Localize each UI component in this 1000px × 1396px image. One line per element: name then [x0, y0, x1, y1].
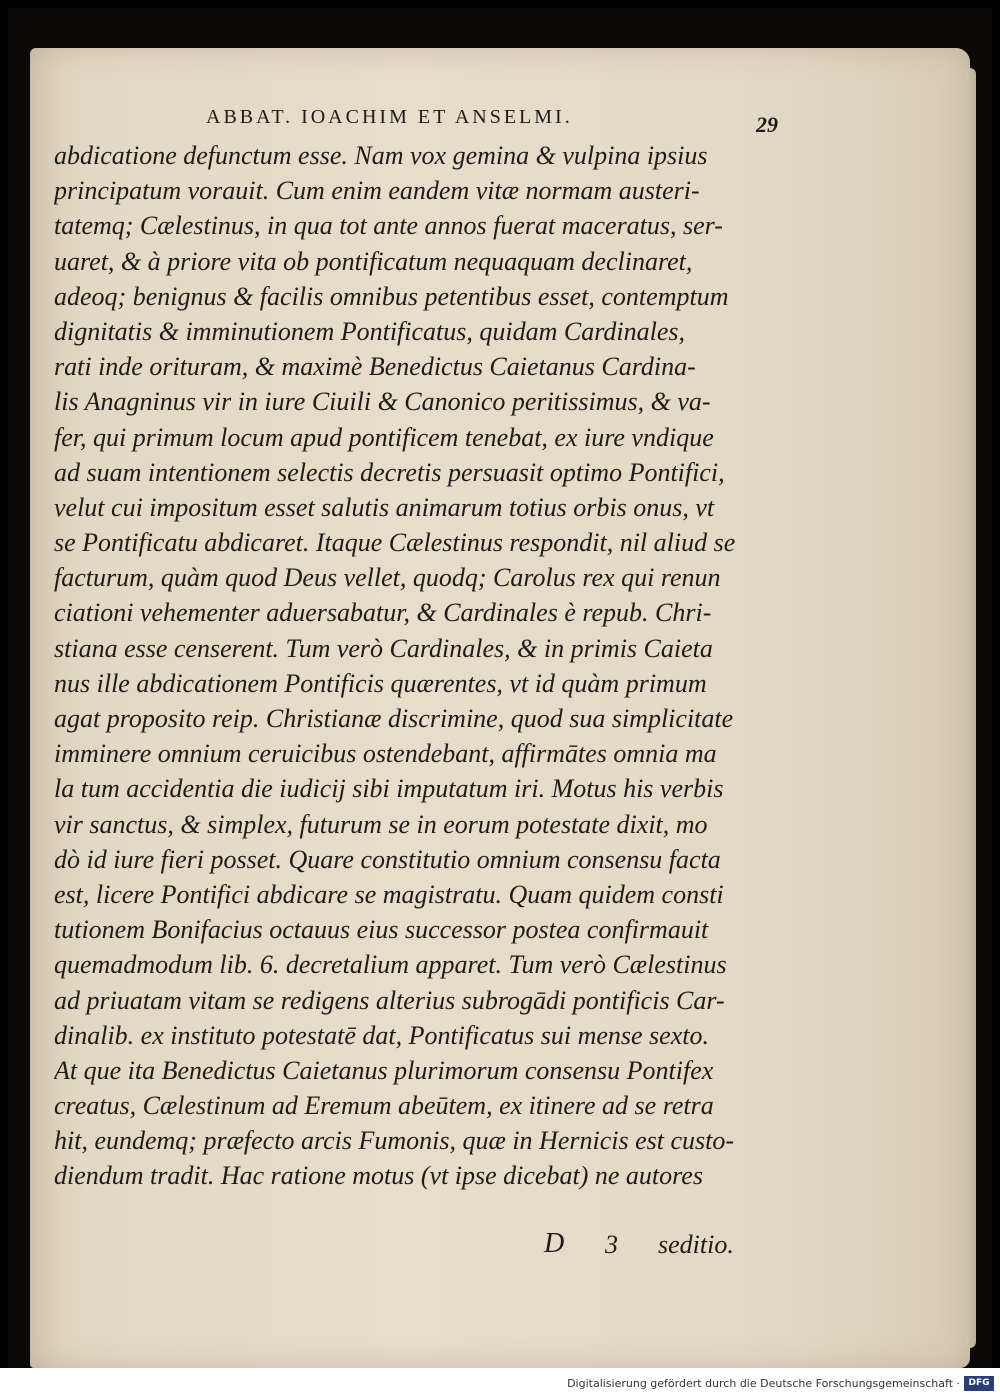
- text-line: lis Anagninus vir in iure Ciuili & Canonico peritissimus, & va-: [54, 387, 711, 417]
- text-line: principatum vorauit. Cum enim eandem vitæ normam austeri-: [54, 176, 700, 206]
- text-line: tutionem Bonifacius octauus eius successor postea confirmauit: [54, 915, 709, 945]
- running-head: ABBAT. IOACHIM ET ANSELMI.: [206, 106, 573, 128]
- text-line: creatus, Cælestinum ad Eremum abeūtem, ex itinere ad se retra: [54, 1091, 714, 1121]
- text-line: imminere omnium ceruicibus ostendebant, affirmātes omnia ma: [54, 739, 717, 769]
- text-line: velut cui impositum esset salutis animarum totius orbis onus, vt: [54, 492, 715, 522]
- text-line: agat proposito reip. Christianæ discrimine, quod sua simplicitate: [54, 704, 734, 733]
- signature-number: 3: [605, 1230, 618, 1259]
- dfg-logo: DFG: [964, 1376, 994, 1391]
- body-text: [54, 138, 774, 1194]
- text-line: rati inde orituram, & maximè Benedictus Caietanus Cardina-: [54, 352, 696, 382]
- text-line: dinalib. ex instituto potestatē dat, Pontificatus sui mense sexto.: [54, 1020, 709, 1050]
- funding-notice: Digitalisierung gefördert durch die Deutsche Forschungsgemeinschaft ·: [567, 1377, 960, 1390]
- signature-line: [30, 1228, 970, 1268]
- page-edge: [966, 68, 976, 1348]
- text-line: ad suam intentionem selectis decretis persuasit optimo Pontifici,: [54, 457, 725, 487]
- footer-strip: [0, 1368, 1000, 1396]
- text-line: vir sanctus, & simplex, futurum se in eorum potestate dixit, mo: [54, 809, 708, 839]
- text-line: est, licere Pontifici abdicare se magistratu. Quam quidem consti: [54, 879, 724, 909]
- text-line: facturum, quàm quod Deus vellet, quodq; Carolus rex qui renun: [54, 563, 721, 593]
- text-line: diendum tradit. Hac ratione motus (vt ipse dicebat) ne autores: [54, 1161, 703, 1191]
- catchword: seditio.: [658, 1230, 734, 1259]
- scan-background: [8, 8, 992, 1368]
- signature-mark: D: [544, 1228, 565, 1259]
- text-line: abdicatione defunctum esse. Nam vox gemina & vulpina ipsius: [54, 141, 708, 170]
- text-line: stiana esse censerent. Tum verò Cardinales, & in primis Caieta: [54, 633, 713, 663]
- text-line: At que ita Benedictus Caietanus plurimorum consensu Pontifex: [54, 1055, 714, 1085]
- folio-number: 29: [756, 112, 778, 137]
- book-page: [30, 48, 970, 1368]
- text-line: la tum accidentia die iudicij sibi imputatum iri. Motus his verbis: [54, 774, 724, 804]
- text-line: uaret, & à priore vita ob pontificatum nequaquam declinaret,: [54, 246, 693, 276]
- text-line: ad priuatam vitam se redigens alterius subrogādi pontificis Car-: [54, 985, 725, 1015]
- text-line: adeoq; benignus & facilis omnibus petentibus esset, contemptum: [54, 281, 729, 311]
- text-line: hit, eundemq; præfecto arcis Fumonis, quæ in Hernicis est custo-: [54, 1126, 735, 1156]
- text-line: quemadmodum lib. 6. decretalium apparet. Tum verò Cælestinus: [54, 950, 727, 980]
- text-line: nus ille abdicationem Pontificis quærentes, vt id quàm primum: [54, 668, 707, 698]
- text-line: se Pontificatu abdicaret. Itaque Cælestinus respondit, nil aliud se: [54, 528, 736, 558]
- text-line: fer, qui primum locum apud pontificem tenebat, ex iure vndique: [54, 422, 714, 452]
- text-line: tatemq; Cælestinus, in qua tot ante annos fuerat maceratus, ser-: [54, 211, 723, 241]
- text-line: dignitatis & imminutionem Pontificatus, quidam Cardinales,: [54, 316, 685, 346]
- text-line: ciationi vehementer aduersabatur, & Cardinales è repub. Chri-: [54, 598, 712, 628]
- text-line: dò id iure fieri posset. Quare constitutio omnium consensu facta: [54, 844, 721, 874]
